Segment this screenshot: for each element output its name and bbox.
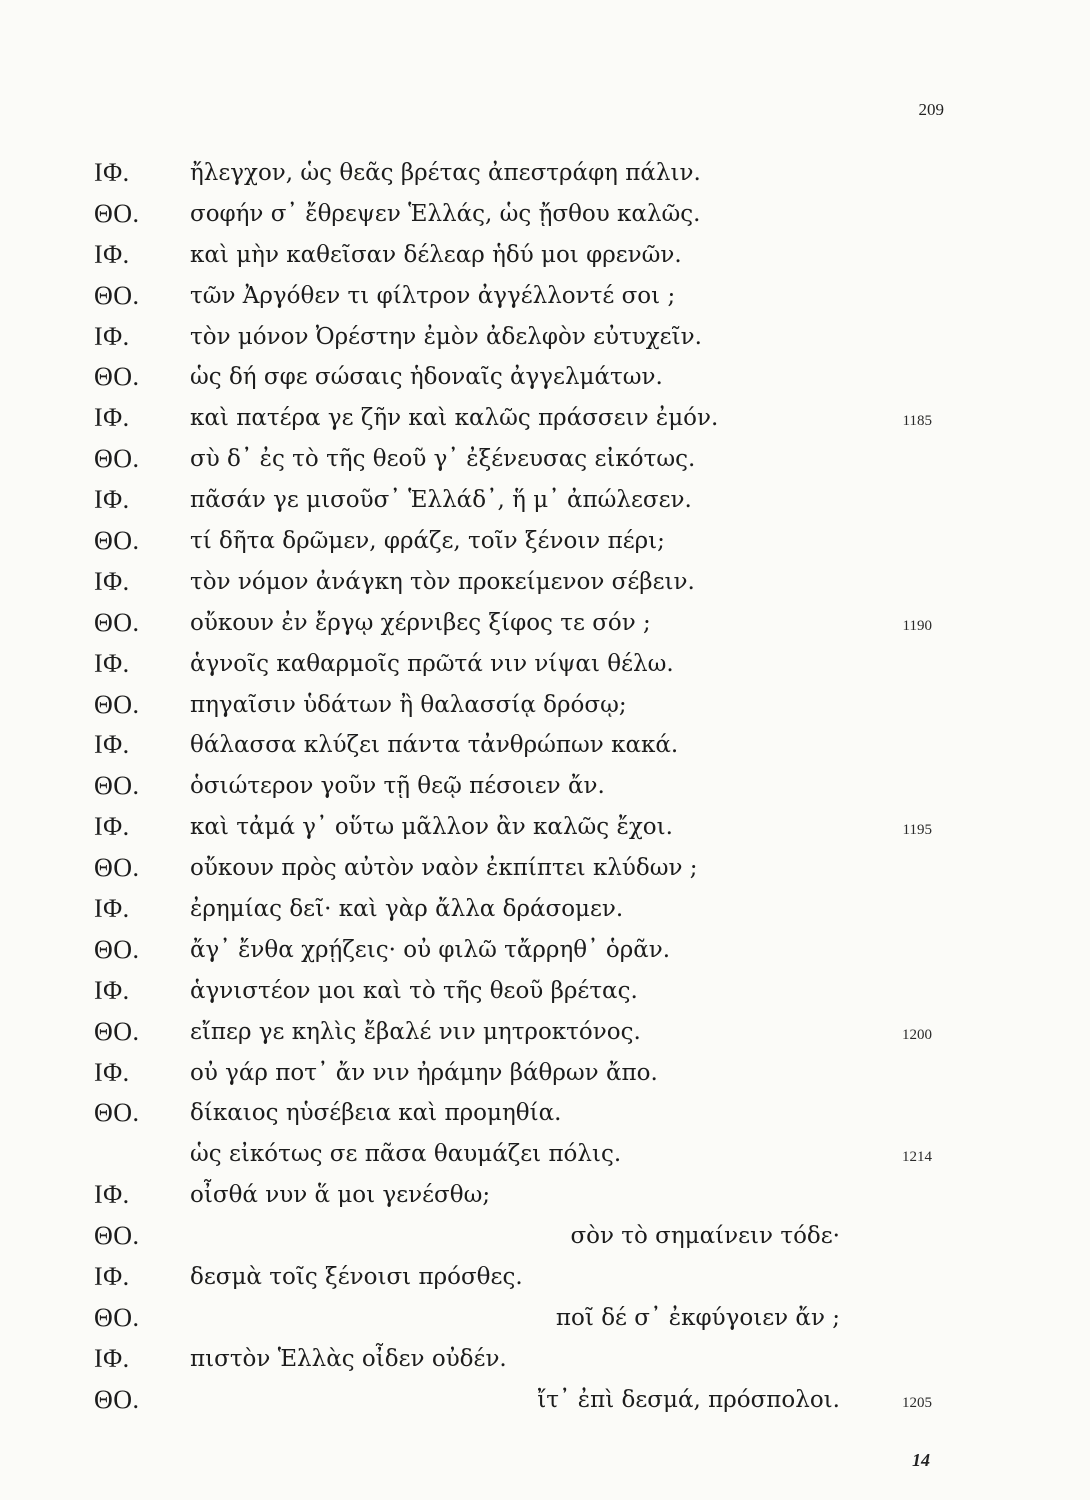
verse-line: [0, 1257, 1090, 1298]
line-number: 1214: [902, 1149, 932, 1166]
verse-lines: [0, 153, 1090, 1421]
verse-line: [0, 317, 1090, 358]
verse-text: δεσμὰ τοῖς ξένοισι πρόσθες.: [190, 1264, 523, 1291]
speaker-label: ΙΦ.: [94, 1180, 130, 1210]
verse-text: δίκαιος ηὑσέβεια καὶ προμηθία.: [190, 1100, 562, 1127]
speaker-label: ΘΟ.: [94, 444, 140, 474]
signature-mark: 14: [912, 1450, 930, 1470]
verse-text: σὸν τὸ σημαίνειν τόδε·: [570, 1223, 840, 1250]
verse-line: [0, 1216, 1090, 1257]
verse-line: [0, 1380, 1090, 1421]
speaker-label: ΙΦ.: [94, 975, 130, 1005]
line-number: 1185: [902, 413, 932, 430]
verse-text: θάλασσα κλύζει πάντα τἀνθρώπων κακά.: [190, 732, 679, 759]
line-number: 1190: [902, 617, 932, 634]
speaker-label: ΘΟ.: [94, 526, 140, 556]
speaker-label: ΙΦ.: [94, 158, 130, 187]
verse-line: [0, 644, 1090, 685]
speaker-label: ΘΟ.: [94, 853, 140, 883]
verse-line: [0, 439, 1090, 480]
verse-line: [0, 1298, 1090, 1339]
verse-text: σοφήν σ᾽ ἔθρεψεν Ἑλλάς, ὡς ᾔσθου καλῶς.: [190, 200, 701, 227]
speaker-label: ΘΟ.: [94, 1221, 140, 1251]
verse-line: [0, 807, 1090, 848]
verse-line: [0, 1012, 1090, 1053]
speaker-label: ΘΟ.: [94, 362, 140, 392]
verse-line: [0, 1134, 1090, 1175]
speaker-label: ΙΦ.: [94, 648, 130, 678]
verse-text: σὺ δ᾽ ἐς τὸ τῆς θεοῦ γ᾽ ἐξένευσας εἰκότως.: [190, 446, 696, 473]
line-number: 1195: [902, 822, 932, 839]
verse-text: ὡς δή σφε σώσαις ἡδοναῖς ἀγγελμάτων.: [190, 364, 663, 391]
verse-line: [0, 930, 1090, 971]
verse-text: πιστὸν Ἑλλὰς οἶδεν οὐδέν.: [190, 1345, 507, 1372]
speaker-label: ΘΟ.: [94, 771, 140, 801]
verse-text: τὸν νόμον ἀνάγκη τὸν προκείμενον σέβειν.: [190, 568, 695, 595]
speaker-label: ΙΦ.: [94, 403, 130, 433]
verse-line: [0, 1175, 1090, 1216]
verse-text: οὔκουν πρὸς αὐτὸν ναὸν ἐκπίπτει κλύδων ;: [190, 855, 698, 882]
speaker-label: ΘΟ.: [94, 934, 140, 964]
speaker-label: ΘΟ.: [94, 689, 140, 719]
verse-line: [0, 276, 1090, 317]
verse-text: τῶν Ἀργόθεν τι φίλτρον ἀγγέλλοντέ σοι ;: [190, 282, 676, 309]
verse-line: [0, 194, 1090, 235]
verse-line: [0, 971, 1090, 1012]
verse-text: ὁσιώτερον γοῦν τῇ θεῷ πέσοιεν ἄν.: [190, 773, 605, 800]
speaker-label: ΙΦ.: [94, 239, 130, 269]
verse-text: πηγαῖσιν ὑδάτων ἢ θαλασσίᾳ δρόσῳ;: [190, 691, 627, 718]
verse-text: ἴτ᾽ ἐπὶ δεσμά, πρόσπολοι.: [537, 1386, 840, 1413]
verse-line: [0, 1339, 1090, 1380]
verse-text: οὐ γάρ ποτ᾽ ἄν νιν ἠράμην βάθρων ἄπο.: [190, 1059, 658, 1086]
verse-text: ὡς εἰκότως σε πᾶσα θαυμάζει πόλις.: [190, 1141, 622, 1168]
verse-line: [0, 521, 1090, 562]
verse-line: [0, 889, 1090, 930]
verse-line: [0, 398, 1090, 439]
verse-text: ἁγνοῖς καθαρμοῖς πρῶτά νιν νίψαι θέλω.: [190, 650, 674, 677]
speaker-label: ΘΟ.: [94, 1016, 140, 1046]
speaker-label: ΙΦ.: [94, 321, 130, 351]
verse-line: [0, 1053, 1090, 1094]
verse-text: τὸν μόνον Ὀρέστην ἐμὸν ἀδελφὸν εὐτυχεῖν.: [190, 323, 702, 350]
speaker-label: ΙΦ.: [94, 1343, 130, 1373]
speaker-label: ΘΟ.: [94, 1302, 140, 1332]
verse-line: [0, 562, 1090, 603]
speaker-label: ΙΦ.: [94, 485, 130, 515]
verse-text: ἁγνιστέον μοι καὶ τὸ τῆς θεοῦ βρέτας.: [190, 977, 638, 1004]
verse-text: ποῖ δέ σ᾽ ἐκφύγοιεν ἄν ;: [555, 1304, 840, 1331]
speaker-label: ΙΦ.: [94, 812, 130, 842]
verse-text: ἄγ᾽ ἔνθα χρῄζεις· οὐ φιλῶ τἄρρηθ᾽ ὁρᾶν.: [190, 936, 671, 963]
speaker-label: ΙΦ.: [94, 566, 130, 596]
verse-line: [0, 357, 1090, 398]
verse-text: οὔκουν ἐν ἔργῳ χέρνιβες ξίφος τε σόν ;: [190, 609, 651, 636]
verse-text: εἴπερ γε κηλὶς ἔβαλέ νιν μητροκτόνος.: [190, 1018, 641, 1045]
verse-text: οἶσθά νυν ἅ μοι γενέσθω;: [190, 1182, 491, 1209]
verse-line: [0, 153, 1090, 194]
verse-line: [0, 848, 1090, 889]
page-number: 209: [918, 100, 944, 119]
verse-line: [0, 1093, 1090, 1134]
verse-line: [0, 480, 1090, 521]
verse-text: καὶ μὴν καθεῖσαν δέλεαρ ἡδύ μοι φρενῶν.: [190, 241, 682, 268]
speaker-label: ΘΟ.: [94, 607, 140, 637]
line-number: 1205: [902, 1394, 932, 1411]
verse-text: ἤλεγχον, ὡς θεᾶς βρέτας ἀπεστράφη πάλιν.: [190, 160, 701, 186]
speaker-label: ΘΟ.: [94, 198, 140, 228]
speaker-label: ΘΟ.: [94, 1098, 140, 1128]
verse-line: [0, 725, 1090, 766]
verse-text: πᾶσάν γε μισοῦσ᾽ Ἑλλάδ᾽, ἥ μ᾽ ἀπώλεσεν.: [190, 487, 692, 514]
line-number: 1200: [902, 1026, 932, 1043]
speaker-label: ΙΦ.: [94, 894, 130, 924]
speaker-label: ΘΟ.: [94, 1384, 140, 1414]
speaker-label: ΘΟ.: [94, 280, 140, 310]
verse-line: [0, 685, 1090, 726]
verse-text: ἐρημίας δεῖ· καὶ γὰρ ἄλλα δράσομεν.: [190, 896, 624, 923]
verse-line: [0, 235, 1090, 276]
speaker-label: ΙΦ.: [94, 730, 130, 760]
verse-text: καὶ πατέρα γε ζῆν καὶ καλῶς πράσσειν ἐμόν.: [190, 405, 719, 432]
verse-text: τί δῆτα δρῶμεν, φράζε, τοῖν ξένοιν πέρι;: [190, 528, 665, 555]
speaker-label: ΙΦ.: [94, 1262, 130, 1292]
verse-text: καὶ τἀμά γ᾽ οὕτω μᾶλλον ἂν καλῶς ἔχοι.: [190, 814, 673, 841]
verse-line: [0, 766, 1090, 807]
speaker-label: ΙΦ.: [94, 1057, 130, 1087]
verse-line: [0, 603, 1090, 644]
